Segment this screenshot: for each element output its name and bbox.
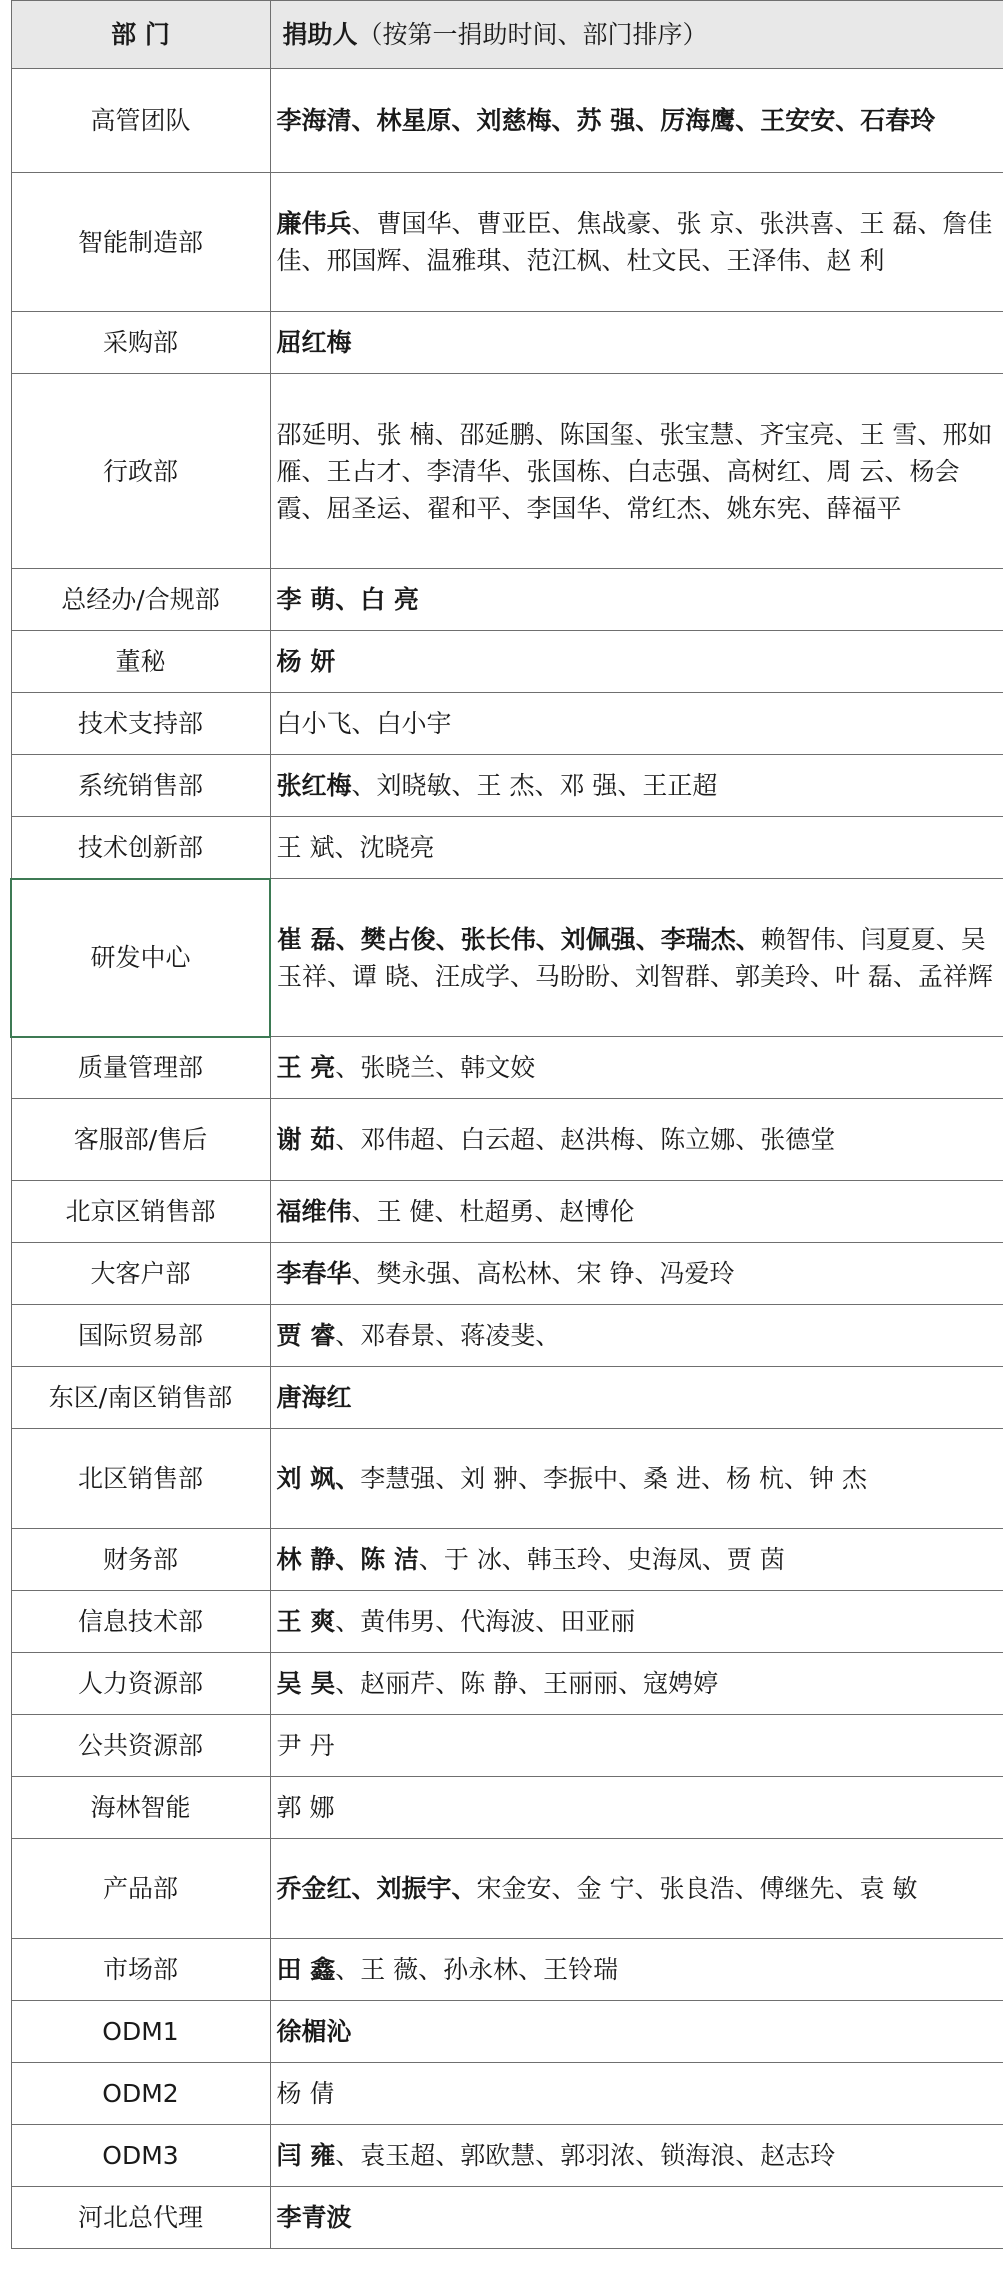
donor-names-bold: 李青波	[276, 2203, 352, 2232]
donor-cell	[270, 879, 1003, 1037]
department-cell: 国际贸易部	[11, 1305, 270, 1367]
donor-names-bold: 王 爽	[276, 1607, 336, 1636]
donor-names: 、曹国华、曹亚臣、焦战豪、张 京、张洪喜、王 磊、詹佳佳、邢国辉、温雅琪、范江枫、杜文民、王泽伟、赵 利	[276, 209, 993, 275]
donor-cell	[270, 1181, 1003, 1243]
donor-cell	[270, 2125, 1003, 2187]
donor-header	[270, 1, 1003, 69]
donor-names-bold: 闫 雍	[276, 2141, 336, 2170]
donor-names-bold: 崔 磊、樊占俊、张长伟、刘佩强、李瑞杰、	[277, 924, 761, 954]
donor-names-bold: 杨 妍	[276, 647, 336, 676]
table-row	[11, 755, 1003, 817]
table-row	[11, 374, 1003, 569]
donor-cell	[270, 173, 1003, 312]
donor-names: 王 斌、沈晓亮	[276, 833, 435, 862]
table-row	[11, 2187, 1003, 2249]
donor-names: 尹 丹	[276, 1731, 335, 1760]
donor-names: 、袁玉超、郭欧慧、郭羽浓、锁海浪、赵志玲	[335, 2141, 836, 2170]
donor-names: 、黄伟男、代海波、田亚丽	[335, 1607, 636, 1636]
table-row	[11, 1099, 1003, 1181]
donor-names-bold: 张红梅	[276, 771, 352, 800]
donor-names: 、邓伟超、白云超、赵洪梅、陈立娜、张德堂	[335, 1125, 836, 1154]
donor-table	[10, 0, 1003, 2249]
donor-names-bold: 贾 睿	[276, 1321, 336, 1350]
donor-names-bold: 刘 飒、	[276, 1464, 361, 1493]
table-row	[11, 1653, 1003, 1715]
table-row	[11, 1429, 1003, 1529]
donor-cell	[270, 1939, 1003, 2001]
table-row	[11, 69, 1003, 173]
donor-cell	[270, 1367, 1003, 1429]
donor-cell	[270, 1529, 1003, 1591]
donor-names: 、邓春景、蒋凌斐、	[335, 1321, 561, 1350]
donor-cell	[270, 755, 1003, 817]
donor-names: 、刘晓敏、王 杰、邓 强、王正超	[351, 771, 718, 800]
header-row	[11, 1, 1003, 69]
donor-names: 、于 冰、韩玉玲、史海凤、贾 茵	[418, 1545, 785, 1574]
donor-cell	[270, 1099, 1003, 1181]
donor-cell	[270, 1429, 1003, 1529]
donor-cell	[270, 1653, 1003, 1715]
donor-names-bold: 廉伟兵	[276, 209, 352, 238]
donor-cell	[270, 2063, 1003, 2125]
donor-cell	[270, 1839, 1003, 1939]
department-cell: 技术支持部	[11, 693, 270, 755]
donor-header-label: 捐助人	[282, 20, 358, 49]
donor-names-bold: 徐楣沁	[276, 2017, 352, 2046]
donor-cell	[270, 817, 1003, 879]
department-cell: 信息技术部	[11, 1591, 270, 1653]
department-cell: 系统销售部	[11, 755, 270, 817]
donor-cell	[270, 1715, 1003, 1777]
department-cell: 公共资源部	[11, 1715, 270, 1777]
donor-names: 、王 薇、孙永林、王铃瑞	[335, 1955, 619, 1984]
donor-names-bold: 李海清、林星原、刘慈梅、苏 强、厉海鹰、王安安、石春玲	[276, 106, 936, 135]
department-cell: 河北总代理	[11, 2187, 270, 2249]
department-cell: 市场部	[11, 1939, 270, 2001]
donor-names-bold: 乔金红、刘振宇、	[276, 1874, 477, 1903]
table-row	[11, 1367, 1003, 1429]
table-row	[11, 693, 1003, 755]
donor-names: 、王 健、杜超勇、赵博伦	[351, 1197, 635, 1226]
donor-names: 、赵丽芹、陈 静、王丽丽、寇娉婷	[335, 1669, 719, 1698]
donor-names-bold: 唐海红	[276, 1383, 352, 1412]
donor-cell	[270, 1037, 1003, 1099]
donor-names-bold: 田 鑫	[276, 1955, 336, 1984]
table-row	[11, 312, 1003, 374]
donor-cell	[270, 1777, 1003, 1839]
donor-cell	[270, 693, 1003, 755]
department-cell: 技术创新部	[11, 817, 270, 879]
donor-cell	[270, 1591, 1003, 1653]
donor-cell	[270, 569, 1003, 631]
donor-names: 郭 娜	[276, 1793, 335, 1822]
table-row	[11, 631, 1003, 693]
table-row	[11, 1715, 1003, 1777]
department-cell: 质量管理部	[11, 1037, 270, 1099]
donor-names: 、樊永强、高松林、宋 铮、冯爱玲	[351, 1259, 735, 1288]
department-cell-selected: 研发中心	[11, 879, 270, 1037]
table-row	[11, 1939, 1003, 2001]
department-cell: 客服部/售后	[11, 1099, 270, 1181]
donor-names-bold: 谢 茹	[276, 1125, 336, 1154]
table-row	[11, 1305, 1003, 1367]
donor-cell	[270, 374, 1003, 569]
donor-cell	[270, 1243, 1003, 1305]
department-cell: 高管团队	[11, 69, 270, 173]
table-row	[11, 1037, 1003, 1099]
table-row	[11, 2001, 1003, 2063]
donor-cell	[270, 631, 1003, 693]
table-row	[11, 1529, 1003, 1591]
table-row	[11, 173, 1003, 312]
table-row	[11, 1591, 1003, 1653]
department-cell: ODM3	[11, 2125, 270, 2187]
department-cell: 财务部	[11, 1529, 270, 1591]
table-row	[11, 2063, 1003, 2125]
department-cell: 北区销售部	[11, 1429, 270, 1529]
department-cell: 行政部	[11, 374, 270, 569]
donor-cell	[270, 2001, 1003, 2063]
table-row	[11, 569, 1003, 631]
department-cell: 东区/南区销售部	[11, 1367, 270, 1429]
department-cell: ODM2	[11, 2063, 270, 2125]
department-cell: 产品部	[11, 1839, 270, 1939]
donor-names: 白小飞、白小宇	[276, 709, 452, 738]
table-row	[11, 879, 1003, 1037]
department-cell: 海林智能	[11, 1777, 270, 1839]
donor-names: 、张晓兰、韩文姣	[335, 1053, 536, 1082]
donor-names-bold: 李 萌、白 亮	[276, 585, 419, 614]
donor-names: 李慧强、刘 翀、李振中、桑 进、杨 杭、钟 杰	[360, 1464, 868, 1493]
donor-cell	[270, 69, 1003, 173]
department-cell: 总经办/合规部	[11, 569, 270, 631]
department-cell: 采购部	[11, 312, 270, 374]
department-header: 部 门	[11, 1, 270, 69]
donor-header-note: （按第一捐助时间、部门排序）	[357, 20, 708, 49]
department-cell: 人力资源部	[11, 1653, 270, 1715]
donor-names: 杨 倩	[276, 2079, 335, 2108]
department-cell: 北京区销售部	[11, 1181, 270, 1243]
donor-names-bold: 吴 昊	[276, 1669, 336, 1698]
table-row	[11, 1777, 1003, 1839]
table-row	[11, 1839, 1003, 1939]
table-row	[11, 1243, 1003, 1305]
donor-cell	[270, 1305, 1003, 1367]
donor-names-bold: 李春华	[276, 1259, 352, 1288]
donor-cell	[270, 312, 1003, 374]
department-cell: 董秘	[11, 631, 270, 693]
table-row	[11, 1181, 1003, 1243]
donor-names: 赖智伟、闫夏夏、吴玉祥、谭 晓、汪成学、马盼盼、刘智群、郭美玲、叶 磊、孟祥辉	[277, 924, 993, 991]
donor-cell	[270, 2187, 1003, 2249]
department-cell: ODM1	[11, 2001, 270, 2063]
donor-names-bold: 王 亮	[276, 1053, 336, 1082]
table-row	[11, 817, 1003, 879]
donor-names-bold: 屈红梅	[276, 328, 352, 357]
department-cell: 智能制造部	[11, 173, 270, 312]
department-cell: 大客户部	[11, 1243, 270, 1305]
donor-names-bold: 林 静、陈 洁	[276, 1545, 419, 1574]
donor-names: 邵延明、张 楠、邵延鹏、陈国玺、张宝慧、齐宝亮、王 雪、邢如雁、王占才、李清华、张国栋、白志强、高树红、周 云、杨会霞、屈圣运、翟和平、李国华、常红杰、姚东宪、薛福平	[276, 419, 993, 523]
table-row	[11, 2125, 1003, 2187]
donor-names-bold: 福维伟	[276, 1197, 352, 1226]
donor-names: 宋金安、金 宁、张良浩、傅继先、袁 敏	[476, 1874, 918, 1903]
